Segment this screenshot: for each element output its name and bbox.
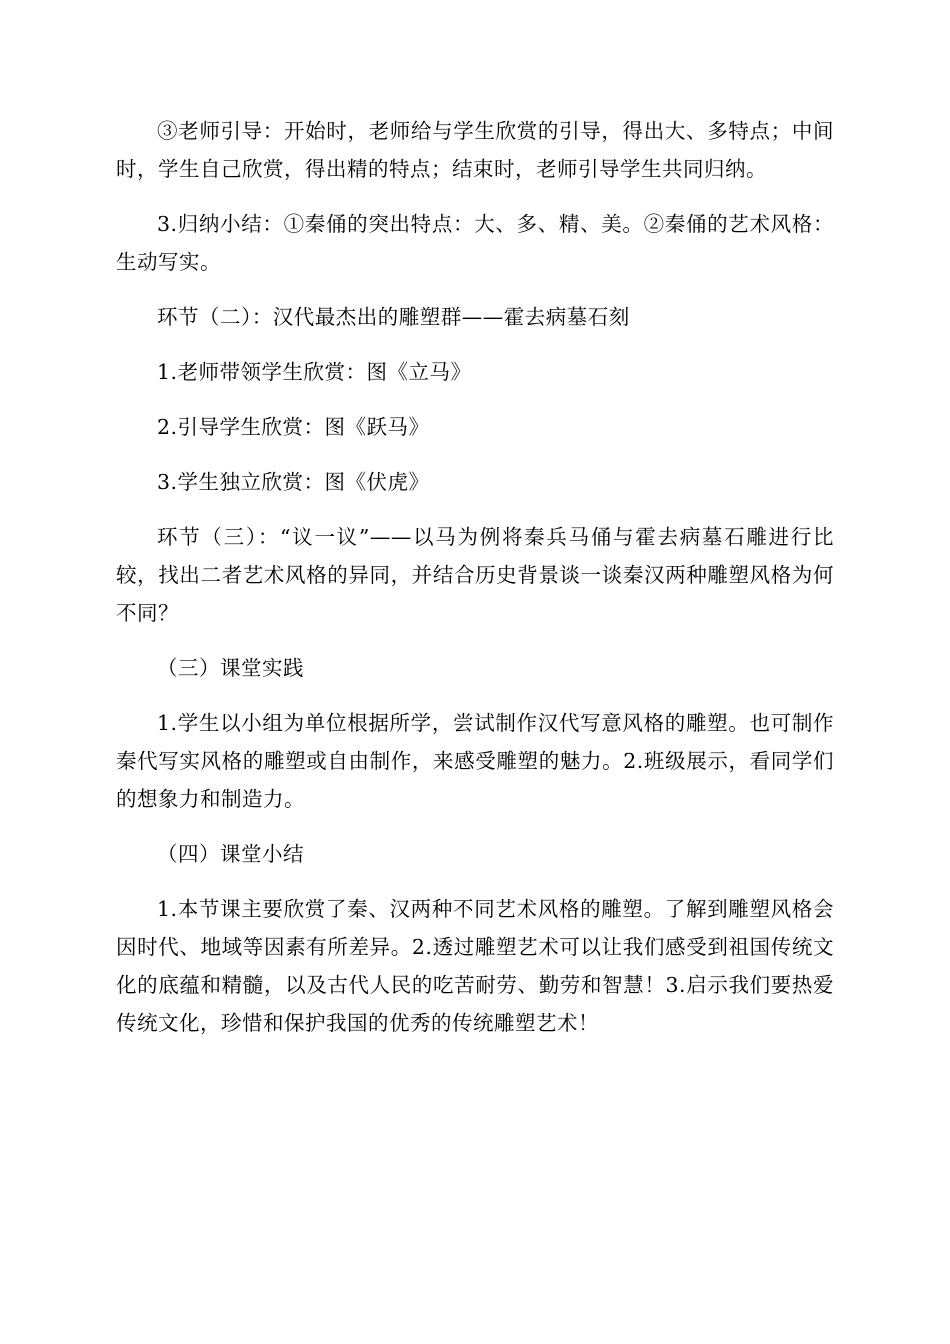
paragraph-li-ma: 1.老师带领学生欣赏：图《立马》 — [157, 360, 472, 384]
paragraph-fu-hu: 3.学生独立欣赏：图《伏虎》 — [157, 470, 430, 494]
section-heading-han-sculpture: 环节（二）：汉代最杰出的雕塑群——霍去病墓石刻 — [157, 305, 630, 329]
paragraph-discussion: 环节（三）：“议一议”——以马为例将秦兵马俑与霍去病墓石雕进行比较，找出二者艺术风格的异同，并结合历史背景谈一谈秦汉两种雕塑风格为何不同？ — [116, 525, 834, 625]
document-page — [116, 112, 834, 1059]
paragraph-summary: 3.归纳小结：①秦俑的突出特点：大、多、精、美。②秦俑的艺术风格：生动写实。 — [116, 212, 834, 274]
section-heading-conclusion: （四）课堂小结 — [157, 842, 304, 866]
paragraph-conclusion: 1.本节课主要欣赏了秦、汉两种不同艺术风格的雕塑。了解到雕塑风格会因时代、地域等因素有所差异。2.透过雕塑艺术可以让我们感受到祖国传统文化的底蕴和精髓，以及古代人民的吃苦耐劳、勤劳和智慧！3.启示我们要热爱传统文化，珍惜和保护我国的优秀的传统雕塑艺术！ — [116, 897, 834, 1035]
paragraph-practice: 1.学生以小组为单位根据所学，尝试制作汉代写意风格的雕塑。也可制作秦代写实风格的雕塑或自由制作，来感受雕塑的魅力。2.班级展示，看同学们的想象力和制造力。 — [116, 711, 834, 811]
section-heading-practice: （三）课堂实践 — [157, 656, 304, 680]
paragraph-teacher-guidance: ③老师引导：开始时，老师给与学生欣赏的引导，得出大、多特点；中间时，学生自己欣赏，得出精的特点；结束时，老师引导学生共同归纳。 — [116, 119, 834, 181]
paragraph-yue-ma: 2.引导学生欣赏：图《跃马》 — [157, 415, 430, 439]
